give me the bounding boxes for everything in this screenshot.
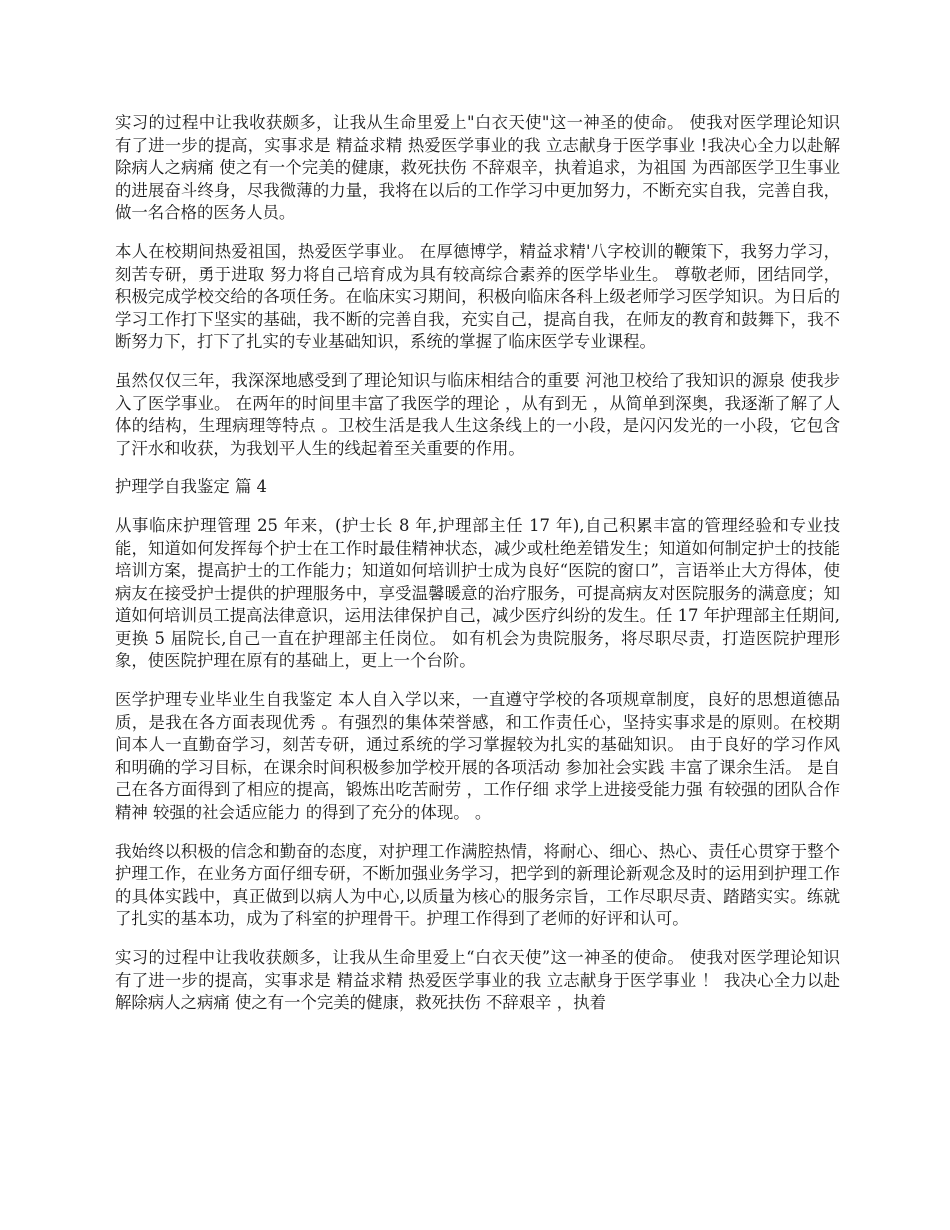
paragraph-graduate-self-assessment: 医学护理专业毕业生自我鉴定 本人自入学以来，一直遵守学校的各项规章制度，良好的思想道德品质，是我在各方面表现优秀 。有强烈的集体荣誉感，和工作责任心，坚持实事求是的原则。在校期间本人一直勤奋学习，刻苦专研，通过系统的学习掌握较为扎实的基础知识。 由于良好的学习作风和明确的学习目标，在课余时间积极参加学校开展的各项活动 参加社会实践 丰富了课余生活。 是自己在各方面得到了相应的提高，锻炼出吃苦耐劳 ，工作仔细 求学上进接受能力强 有较强的团队合作精神 较强的社会适应能力 的得到了充分的体现。 。 <box>115 690 840 823</box>
paragraph-internship: 实习的过程中让我收获颇多，让我从生命里爱上"白衣天使"这一神圣的使命。 使我对医学理论知识有了进一步的提高，实事求是 精益求精 热爱医学事业的我 立志献身于医学事业 !我决心全力以赴解除病人之病痛 使之有一个完美的健康，救死扶伤 不辞艰辛，执着追求，为祖国 为西部医学卫生事业的进展奋斗终身，尽我微薄的力量，我将在以后的工作学习中更加努力，不断充实自我，完善自我，做一名合格的医务人员。 <box>115 113 840 223</box>
paragraph-school-period: 本人在校期间热爱祖国，热爱医学事业。 在厚德博学，精益求精'八字校训的鞭策下，我努力学习，刻苦专研，勇于进取 努力将自己培育成为具有较高综合素养的医学毕业生。 尊敬老师，团结同学，积极完成学校交给的各项任务。在临床实习期间，积极向临床各科上级老师学习医学知识。为日后的学习工作打下坚实的基础，我不断的完善自我，充实自己，提高自我，在师友的教育和鼓舞下，我不断努力下，打下了扎实的专业基础知识，系统的掌握了临床医学专业课程。 <box>115 241 840 352</box>
paragraph-attitude: 我始终以积极的信念和勤奋的态度，对护理工作满腔热情，将耐心、细心、热心、责任心贯穿于整个护理工作，在业务方面仔细专研，不断加强业务学习，把学到的新理论新观念及时的运用到护理工作的具体实践中，真正做到以病人为中心,以质量为核心的服务宗旨，工作尽职尽责、踏踏实实。练就了扎实的基本功，成为了科室的护理骨干。护理工作得到了老师的好评和认可。 <box>115 841 840 929</box>
paragraph-nursing-management: 从事临床护理管理 25 年来，(护士长 8 年,护理部主任 17 年),自己积累丰富的管理经验和专业技能，知道如何发挥每个护士在工作时最佳精神状态，减少或杜绝差错发生；知道如何制定护士的技能培训方案，提高护士的工作能力；知道如何培训护士成为良好“医院的窗口”，言语举止大方得体，使病友在接受护士提供的护理服务中，享受温馨暖意的治疗服务，可提高病友对医院服务的满意度；知道如何培训员工提高法律意识，运用法律保护自己，减少医疗纠纷的发生。任 17 年护理部主任期间,更换 5 届院长,自己一直在护理部主任岗位。 如有机会为贵院服务，将尽职尽责，打造医院护理形象，使医院护理在原有的基础上，更上一个台阶。 <box>115 515 840 671</box>
section-heading: 护理学自我鉴定 篇 4 <box>115 477 267 497</box>
document-body <box>115 112 840 1031</box>
paragraph-three-years: 虽然仅仅三年，我深深地感受到了理论知识与临床相结合的重要 河池卫校给了我知识的源泉 使我步入了医学事业。 在两年的时间里丰富了我医学的理论 ，从有到无 ，从简单到深奥，我逐渐了解了人体的结构，生理病理等特点 。卫校生活是我人生这条线上的一小段，是闪闪发光的一小段，它包含了汗水和收获，为我划平人生的线起着至关重要的作用。 <box>115 370 840 458</box>
paragraph-internship-repeat: 实习的过程中让我收获颇多，让我从生命里爱上“白衣天使”这一神圣的使命。 使我对医学理论知识有了进一步的提高，实事求是 精益求精 热爱医学事业的我 立志献身于医学事业 ！ 我决心全力以赴解除病人之病痛 使之有一个完美的健康，救死扶伤 不辞艰辛 ，执着 <box>115 948 840 1013</box>
